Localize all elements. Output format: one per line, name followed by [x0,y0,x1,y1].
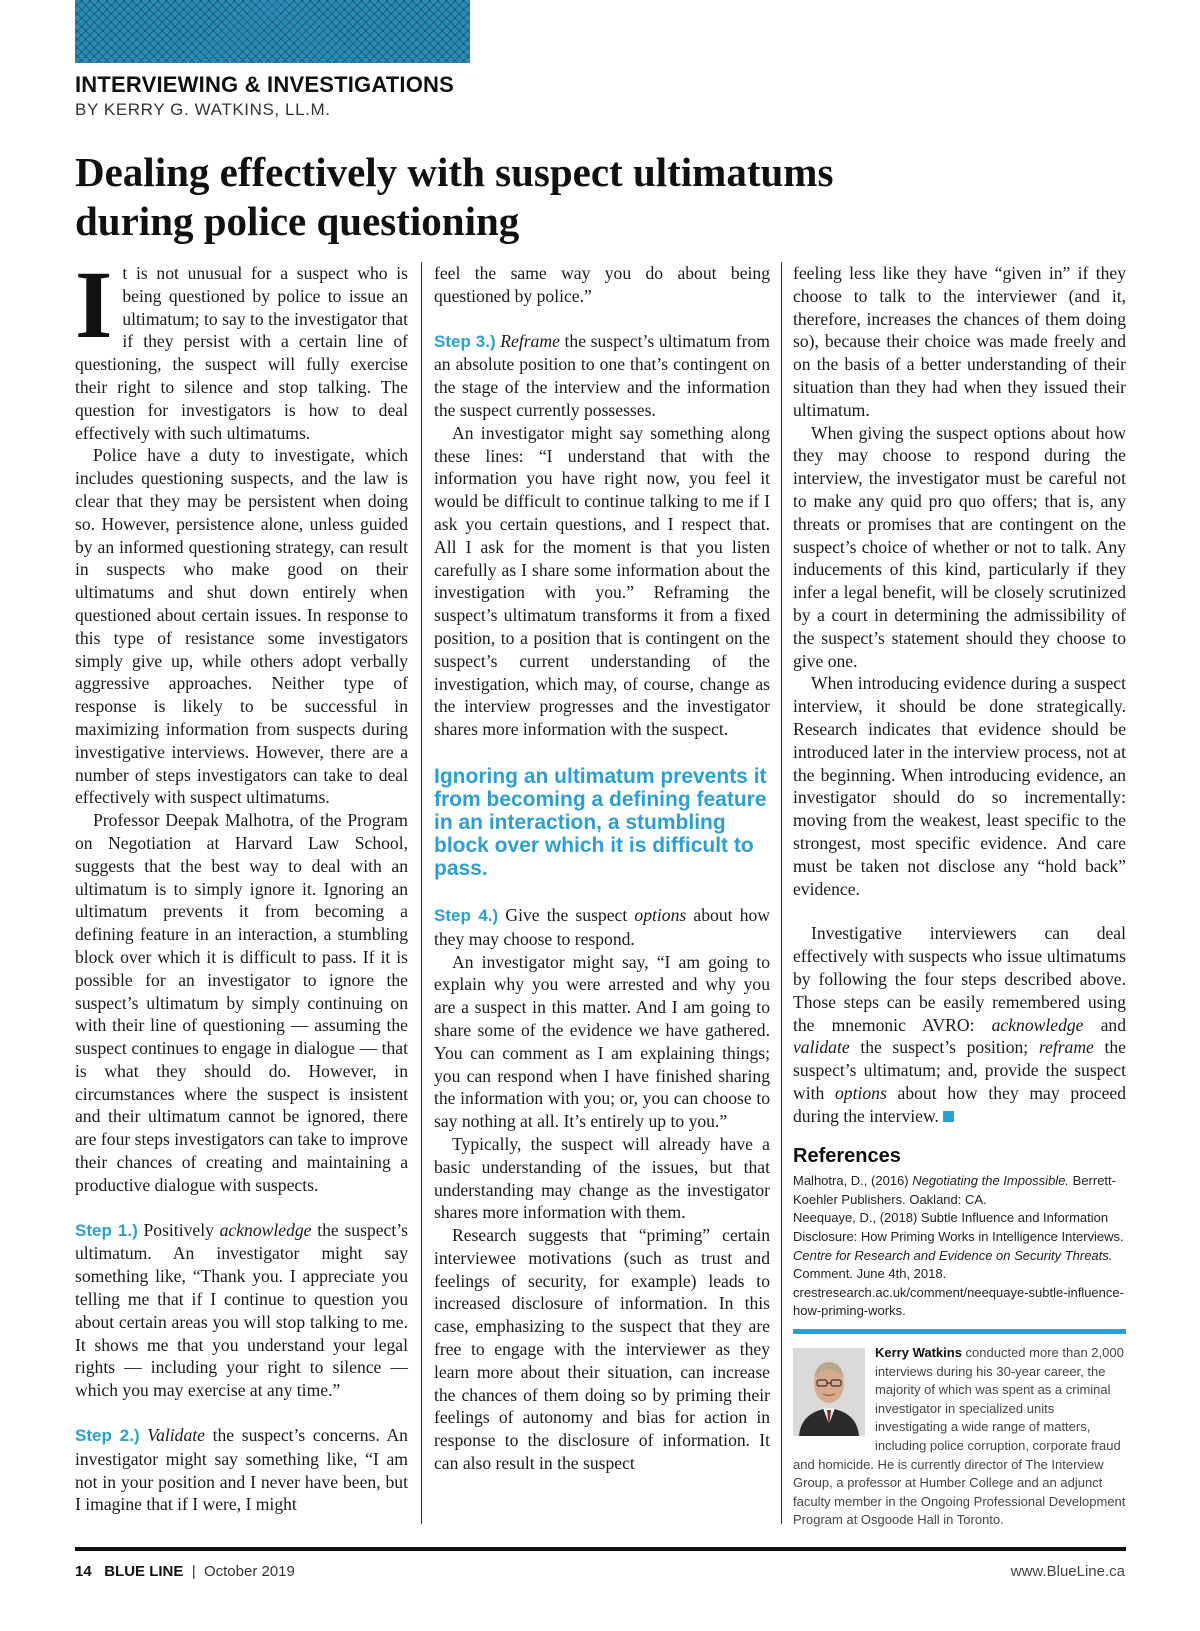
reference-text: Neequaye, D., (2018) Subtle Influence and Information Disclosure: How Priming Works in Intelligence Interviews. [793,1210,1124,1245]
website-url: www.BlueLine.ca [1010,1563,1125,1580]
page-number: 14 [75,1563,92,1580]
author-bio [793,1344,1126,1530]
drop-cap: I [75,251,113,358]
paragraph: feeling less like they have “given in” if they choose to talk to the interviewer (and it, therefore, increases the chances of them doing so), because their choice was made freely and on the basis of a better understanding of their situation than they had when they issued their ultimatum. [793,263,1126,420]
folio-separator: | [191,1563,196,1580]
paragraph: An investigator might say, “I am going to explain why you were arrested and why you are a suspect in this matter. And I am going to share some of the evidence we have gathered. You can comment as I am explaining things; you can respond when I have finished sharing the information with you; or, you can choose to say nothing at all. It’s entirely up to you.” [434,951,770,1132]
publication-name: BLUE LINE [104,1563,184,1580]
step-4-keyword: options [634,904,687,925]
step-3-text: the suspect’s ultimatum from an absolute position to one that’s contingent on the stage of the interview and the information the suspect currently possesses. [434,330,770,420]
pull-quote: Ignoring an ultimatum prevents it from becoming a defining feature in an interaction, a stumbling block over which it is difficult to pass. [434,764,767,880]
intro-text: t is not unusual for a suspect who is being questioned by police to issue an ultimatum; to say to the investigator that if they persist with a certain line of questioning, the suspect will fully exercise their right to silence and stop talking. The question for investigators is how to deal effectively with such ultimatums. [75,263,408,443]
article-column-3 [793,262,1126,1530]
paragraph: When giving the suspect options about how they may choose to respond during the interview, the investigator must be careful not to make any quid pro quo offers; that is, any threats or promises that are contingent on the suspect’s choice of whether or not to talk. Any inducements of this kind, particularly if they infer a legal benefit, will be closely scrutinized by a court in determining the admissibility of the suspect’s statement should they choose to give one. [793,422,1126,671]
step-1-text: the suspect’s ultimatum. An investigator might say something like, “Thank you. I appreciate you telling me that if I continue to question you about certain areas you will stop talking to me. It shows me that you understand your legal rights — including your right to silence — which you may exercise at any time.” [75,1219,408,1401]
conclusion-text: about how they may proceed during the interview. [793,1082,1126,1126]
section-label: INTERVIEWING & INVESTIGATIONS [75,72,455,97]
step-1-label: Step 1.) [75,1220,138,1240]
step-1-paragraph [75,1219,408,1402]
conclusion-paragraph [793,922,1126,1127]
step-4-text: Give the suspect [498,904,635,925]
conclusion-text: the suspect’s position; [849,1037,1039,1058]
step-2-label: Step 2.) [75,1426,140,1446]
column-divider [781,262,782,1524]
reference-item [793,1172,1126,1209]
step-2-paragraph [75,1424,408,1516]
step-1-keyword: acknowledge [219,1219,312,1240]
footer-folio [75,1563,295,1580]
headline-line-2: during police questioning [75,198,520,244]
step-4-paragraph [434,904,770,951]
references-list [793,1172,1126,1321]
reference-title: Negotiating the Impossible. [912,1173,1070,1189]
step-2-text: the suspect’s concerns. An investigator might say something like, “I am not in your position and I never have been, but I imagine that if I were, I might [75,1425,408,1515]
byline: BY KERRY G. WATKINS, LL.M. [75,100,331,119]
paragraph: Professor Deepak Malhotra, of the Program on Negotiation at Harvard Law School, suggests that the best way to deal with an ultimatum is to simply ignore it. Ignoring an ultimatum prevents it from becoming a defining feature in an interaction, a stumbling block over which it is difficult to pass. If it is possible for an investigator to ignore the suspect’s ultimatum by simply continuing on with their line of questioning — assuming the suspect continues to engage in dialogue — that is what they should do. However, in circumstances where the suspect is insistent and their ultimatum cannot be ignored, there are four steps investigators can take to improve their chances of creating and maintaining a productive dialogue with suspects. [75,810,408,1195]
mnemonic-keyword: reframe [1038,1037,1094,1058]
step-4-text: about how they may choose to respond. [434,904,770,949]
conclusion-text: the suspect’s ultimatum; and, provide the suspect with [793,1037,1126,1103]
bio-text: conducted more than 2,000 interviews during his 30-year career, the majority of which was spent as a criminal investigator in specialized units investigating a wide range of matters, including police corruption, corporate fraud and homicide. He is currently director of The Interview Group, a professor at Humber College and an adjunct faculty member in the Ongoing Professional Development Program at Osgoode Hall in Toronto. [793,1345,1126,1528]
step-3-keyword: Reframe [500,330,560,351]
article-headline [75,148,1125,246]
reference-text: Comment. June 4th, 2018. crestresearch.ac.uk/comment/neequaye-subtle-influence-how-priming-works. [793,1266,1124,1319]
conclusion-text: and [1083,1014,1126,1035]
mnemonic-keyword: acknowledge [991,1014,1084,1035]
paragraph: Research suggests that “priming” certain interviewee motivations (such as trust and feelings of security, for example) leads to increased disclosure of information. In this case, emphasizing to the suspect that they are free to engage with the interviewer as they learn more about their situation, can increase the chances of them doing so by priming their feelings of autonomy and bias for action in response to the disclosure of information. It can also result in the suspect [434,1225,770,1474]
reference-text: Malhotra, D., (2016) [793,1173,913,1189]
mnemonic-keyword: validate [793,1037,850,1058]
paragraph: Police have a duty to investigate, which includes questioning suspects, and the law is clear that they may be persistent when doing so. However, persistence alone, unless guided by an informed questioning strategy, can result in suspects who make good on their ultimatums and shut down entirely when questioned about certain issues. In response to this type of resistance some investigators simply give up, while others adopt verbally aggressive approaches. Neither type of response is likely to be successful in maximizing information from suspects during investigative interviews. However, there are a number of steps investigators can take to deal effectively with suspect ultimatums. [75,445,408,808]
paragraph: An investigator might say something along these lines: “I understand that with the information you have right now, you feel it would be difficult to continue talking to me if I ask you certain questions, and I respect that. All I ask for the moment is that you listen carefully as I share some information about the investigation with you.” Reframing the suspect’s ultimatum transforms it from a fixed position, to a position that is contingent on the suspect’s current understanding of the investigation, which may, of course, change as the interview progresses and the investigator shares more information with the suspect. [434,422,770,740]
paragraph: feel the same way you do about being questioned by police.” [434,263,770,306]
article-column-1 [75,251,408,1516]
end-mark-icon [943,1111,954,1122]
mnemonic-keyword: options [835,1082,887,1103]
step-3-paragraph [434,330,770,422]
paragraph: Typically, the suspect will already have a basic understanding of the issues, but that understanding may change as the investigator shares more information with them. [434,1133,770,1223]
reference-title: Centre for Research and Evidence on Security Threats. [793,1247,1113,1263]
header-decorative-bar [75,0,470,63]
reference-text: Berrett-Koehler Publishers. Oakland: CA. [793,1173,1116,1207]
references-heading: References [793,1145,901,1168]
conclusion-text: Investigative interviewers can deal effectively with suspects who issue ultimatums by following the four steps described above. Those steps can be easily remembered using the mnemonic AVRO: [793,923,1126,1035]
step-2-keyword: Validate [147,1425,205,1446]
step-1-text: Positively [137,1219,220,1240]
issue-date: October 2019 [203,1563,295,1580]
step-4-label: Step 4.) [434,905,499,925]
author-photo [793,1348,865,1436]
paragraph: When introducing evidence during a suspect interview, it should be done strategically. Research indicates that evidence should be introduced later in the interview process, not at the beginning. When introducing evidence, an investigator should do so incrementally: moving from the weakest, least specific to the strongest, most specific evidence. And care must be taken not disclose any “hold back” evidence. [793,673,1126,899]
reference-item [793,1209,1126,1321]
step-3-label: Step 3.) [434,331,496,351]
bio-divider [793,1329,1126,1334]
footer-rule [75,1547,1126,1551]
author-name: Kerry Watkins [875,1345,962,1361]
intro-paragraph [75,251,408,444]
headline-line-1: Dealing effectively with suspect ultimatums [75,149,834,195]
article-column-2 [434,262,770,1475]
column-divider [421,262,422,1524]
